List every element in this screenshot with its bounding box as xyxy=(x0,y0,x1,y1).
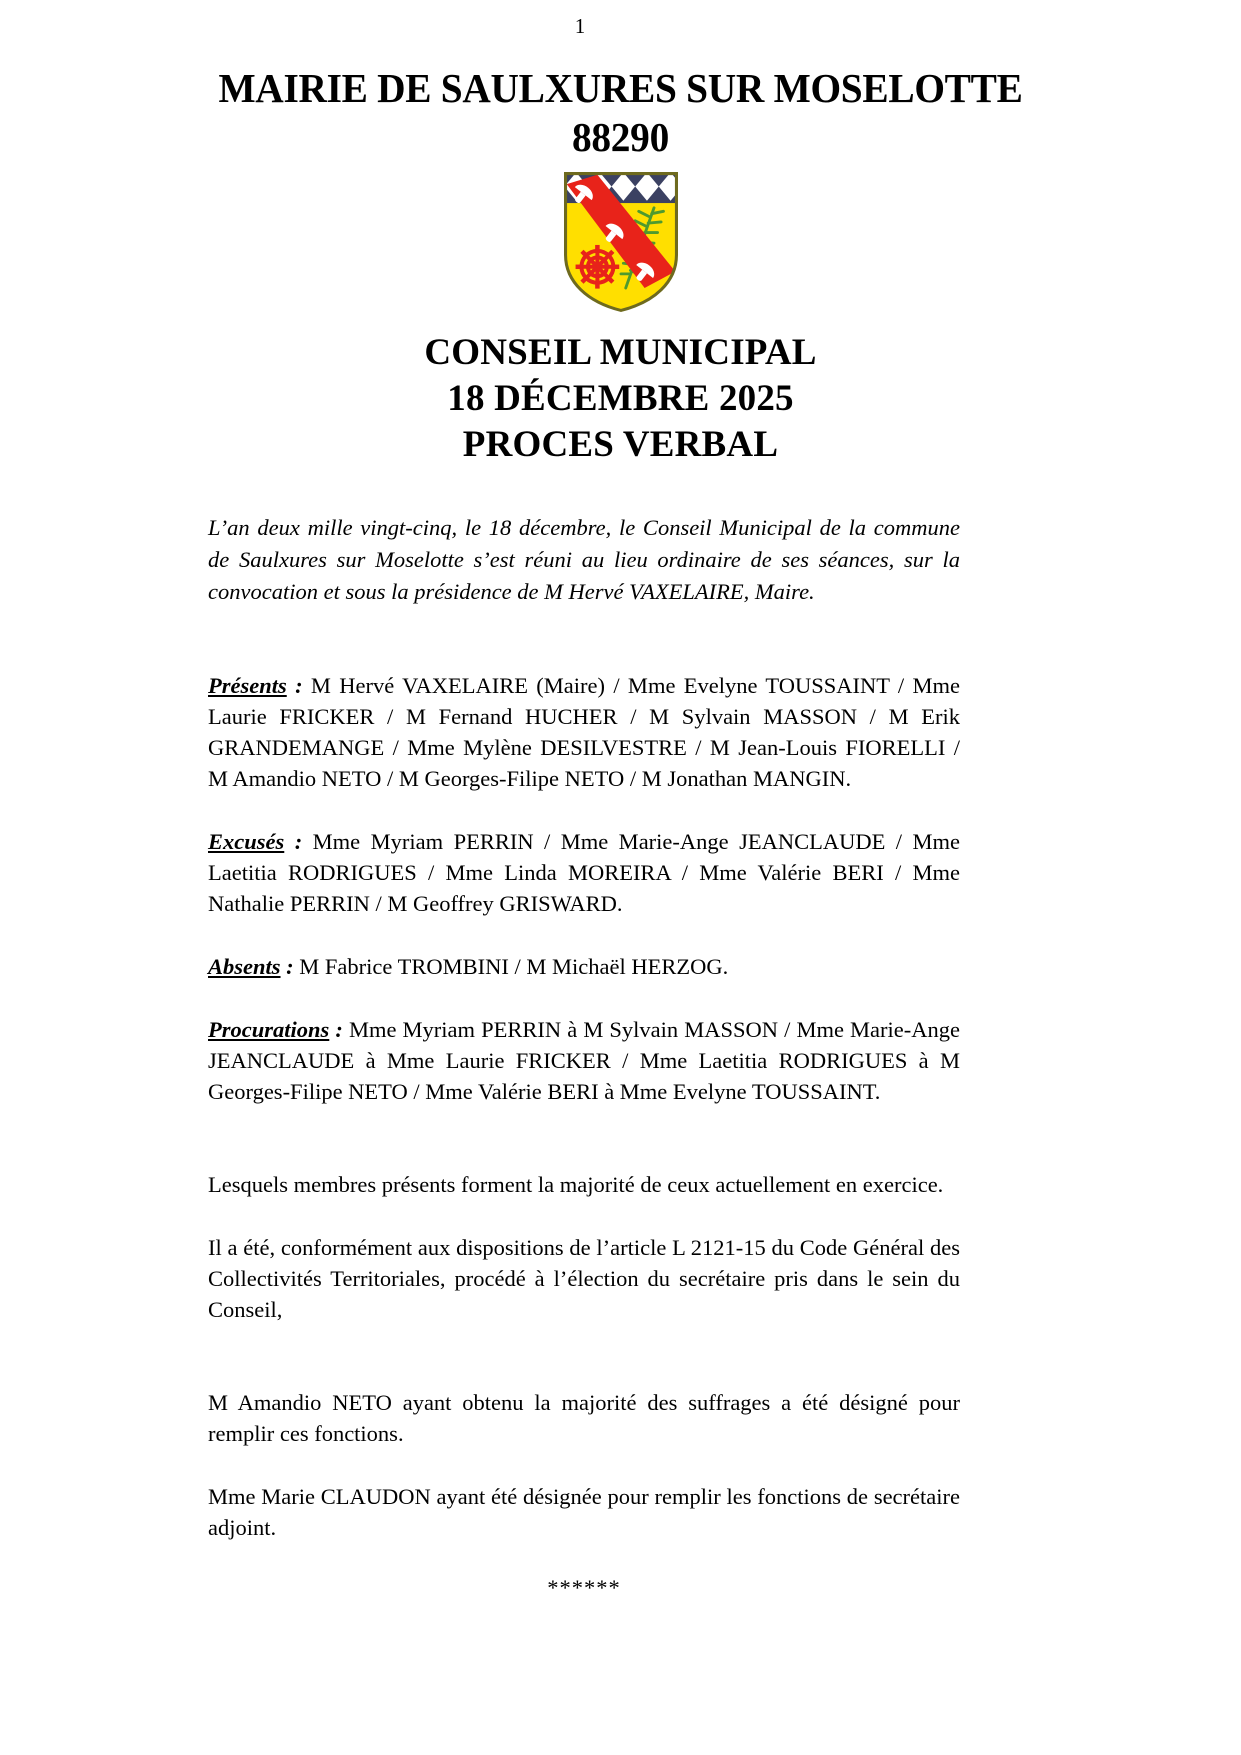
section-presents xyxy=(208,670,960,794)
paragraph-secretary: M Amandio NETO ayant obtenu la majorité des suffrages a été désigné pour remplir ces fonctions. xyxy=(208,1390,960,1446)
section-absents-label: Absents xyxy=(208,954,281,979)
section-procurations-text: Mme Myriam PERRIN à M Sylvain MASSON / Mme Marie-Ange JEANCLAUDE à Mme Laurie FRICKER / Mme Laetitia RODRIGUES à M Georges-Filipe NETO / Mme Valérie BERI à Mme Evelyne TOUSSAINT. xyxy=(208,1017,961,1104)
section-procurations-label: Procurations xyxy=(208,1017,330,1042)
mairie-postal-code: 88290 xyxy=(572,114,669,160)
section-presents-label: Présents xyxy=(208,673,287,698)
paragraph-election: Il a été, conformément aux dispositions de l’article L 2121-15 du Code Général des Collectivités Territoriales, procédé à l’élection du secrétaire pris dans le sein du Conseil, xyxy=(208,1235,960,1322)
document-body xyxy=(208,512,960,1601)
section-presents-text: M Hervé VAXELAIRE (Maire) / Mme Evelyne TOUSSAINT / Mme Laurie FRICKER / M Fernand HUCHER / M Sylvain MASSON / M Erik GRANDEMANGE / Mme Mylène DESILVESTRE / M Jean-Louis FIORELLI / M Amandio NETO / M Georges-Filipe NETO / M Jonathan MANGIN. xyxy=(208,673,961,791)
paragraph-deputy-secretary: Mme Marie CLAUDON ayant été désignée pour remplir les fonctions de secrétaire adjoint. xyxy=(208,1484,960,1540)
intro-paragraph: L’an deux mille vingt-cinq, le 18 décembre, le Conseil Municipal de la commune de Saulxures sur Moselotte s’est réuni au lieu ordinaire de ses séances, sur la convocation et sous la présidence de M Hervé VAXELAIRE, Maire. xyxy=(208,515,960,604)
section-separator: ****** xyxy=(547,1575,621,1600)
section-excuses-text: Mme Myriam PERRIN / Mme Marie-Ange JEANCLAUDE / Mme Laetitia RODRIGUES / Mme Linda MOREIRA / Mme Valérie BERI / Mme Nathalie PERRIN / M Geoffrey GRISWARD. xyxy=(208,829,960,916)
section-absents xyxy=(208,951,960,982)
coat-of-arms-icon xyxy=(562,170,680,314)
main-title-line3: PROCES VERBAL xyxy=(462,424,779,465)
main-title-line1: CONSEIL MUNICIPAL xyxy=(424,332,817,373)
page-number: 1 xyxy=(574,14,586,38)
section-absents-text: M Fabrice TROMBINI / M Michaël HERZOG. xyxy=(299,954,729,979)
coat-of-arms-container xyxy=(0,170,1241,319)
section-procurations-colon: : xyxy=(329,1017,349,1042)
main-title-block xyxy=(0,330,1241,468)
section-absents-colon: : xyxy=(280,954,300,979)
section-excuses-colon: : xyxy=(284,829,313,854)
main-title-line2: 18 DÉCEMBRE 2025 xyxy=(447,378,794,419)
section-procurations xyxy=(208,1014,960,1107)
masthead xyxy=(0,64,1241,162)
mairie-title-line1: MAIRIE DE SAULXURES SUR MOSELOTTE xyxy=(218,65,1023,111)
section-excuses-label: Excusés xyxy=(208,829,285,854)
paragraph-majority: Lesquels membres présents forment la majorité de ceux actuellement en exercice. xyxy=(208,1172,944,1197)
section-excuses xyxy=(208,826,960,919)
section-presents-colon: : xyxy=(286,673,311,698)
